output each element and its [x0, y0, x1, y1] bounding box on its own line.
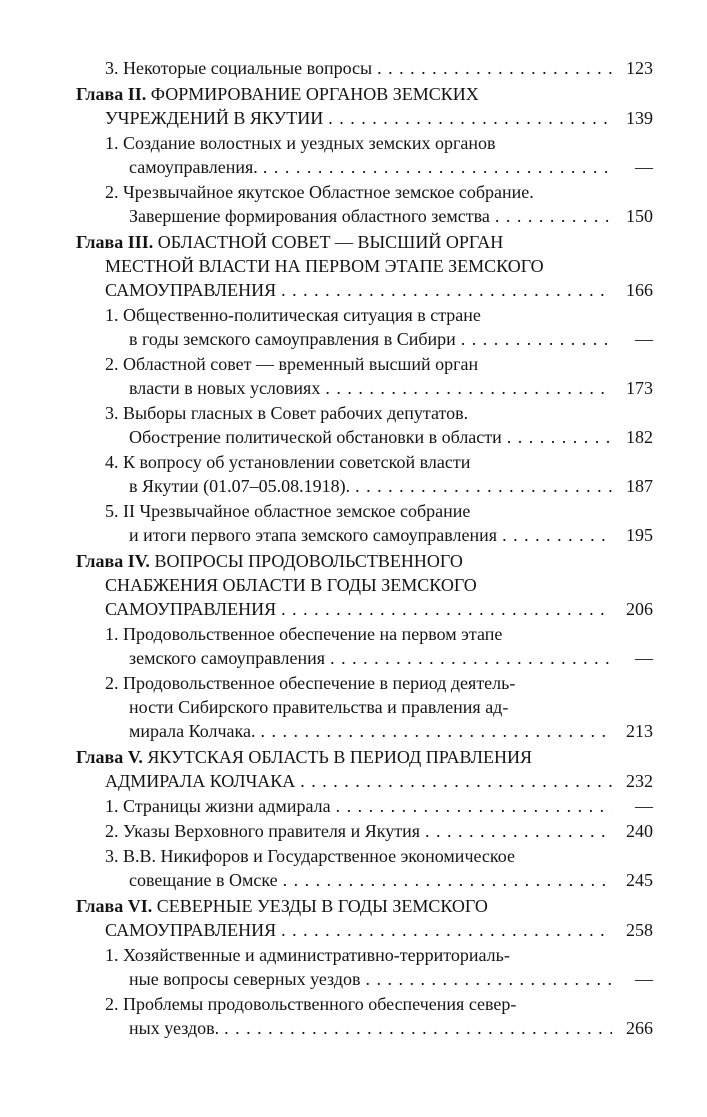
toc-line: [76, 523, 653, 547]
toc-line: [76, 303, 653, 327]
entry-text: 2. Областной совет — временный высший орган: [105, 354, 479, 374]
toc-line: [76, 992, 653, 1016]
toc-line: [76, 106, 653, 130]
dot-leader: [263, 155, 612, 179]
entry-text: в годы земского самоуправления в Сибири: [129, 329, 456, 349]
entry-text: САМОУПРАВЛЕНИЯ: [105, 599, 277, 619]
entry-text: 2. Указы Верховного правителя и Якутия: [105, 821, 420, 841]
entry-text: СНАБЖЕНИЯ ОБЛАСТИ В ГОДЫ ЗЕМСКОГО: [105, 575, 477, 595]
entry-text: 2. Продовольственное обеспечение в период деятель-: [105, 673, 516, 693]
page-number: 245: [626, 870, 653, 890]
entry-text: 1. Страницы жизни адмирала: [105, 796, 331, 816]
dot-leader: [300, 769, 612, 793]
entry-text: САМОУПРАВЛЕНИЯ: [105, 920, 277, 940]
toc-entry: [76, 56, 653, 80]
toc-entry: [76, 549, 653, 621]
page-number: —: [635, 969, 653, 989]
page-number: 266: [626, 1018, 653, 1038]
chapter-prefix: Глава III.: [76, 232, 158, 252]
page-number: 150: [626, 206, 653, 226]
toc-line: [76, 327, 653, 351]
chapter-prefix: Глава IV.: [76, 551, 155, 571]
toc-line: [76, 794, 653, 818]
entry-text: самоуправления.: [129, 157, 258, 177]
dot-leader: [330, 646, 612, 670]
page-number: —: [635, 157, 653, 177]
entry-text: ВОПРОСЫ ПРОДОВОЛЬСТВЕННОГО: [154, 551, 463, 571]
entry-text: МЕСТНОЙ ВЛАСТИ НА ПЕРВОМ ЭТАПЕ ЗЕМСКОГО: [105, 256, 544, 276]
toc-entry: [76, 499, 653, 547]
page-number: 187: [626, 476, 653, 496]
toc-line: [76, 943, 653, 967]
dot-leader: [281, 918, 612, 942]
entry-text: Обострение политической обстановки в области: [129, 427, 502, 447]
dot-leader: [336, 794, 612, 818]
entry-text: 1. Создание волостных и уездных земских органов: [105, 133, 496, 153]
toc-entry: [76, 794, 653, 818]
entry-text: СЕВЕРНЫЕ УЕЗДЫ В ГОДЫ ЗЕМСКОГО: [156, 896, 488, 916]
entry-text: ОБЛАСТНОЙ СОВЕТ — ВЫСШИЙ ОРГАН: [157, 232, 504, 252]
page-number: 166: [626, 280, 653, 300]
entry-text: ФОРМИРОВАНИЕ ОРГАНОВ ЗЕМСКИХ: [150, 84, 479, 104]
toc-line: [76, 230, 653, 254]
toc-line: [76, 844, 653, 868]
toc-line: [76, 918, 653, 942]
toc-line: [76, 597, 653, 621]
toc-entry: [76, 303, 653, 351]
dot-leader: [325, 376, 612, 400]
dot-leader: [328, 106, 612, 130]
page-number: 213: [626, 721, 653, 741]
toc-entry: [76, 894, 653, 942]
entry-text: ности Сибирского правительства и правления ад-: [129, 697, 509, 717]
toc-line: [76, 180, 653, 204]
toc-line: [76, 868, 653, 892]
entry-text: САМОУПРАВЛЕНИЯ: [105, 280, 277, 300]
toc-line: [76, 131, 653, 155]
page-number: 195: [626, 525, 653, 545]
toc-line: [76, 894, 653, 918]
entry-text: власти в новых условиях: [129, 378, 321, 398]
dot-leader: [495, 204, 612, 228]
page-number: 232: [626, 771, 653, 791]
toc: [76, 56, 653, 1040]
entry-text: 1. Хозяйственные и административно-территориаль-: [105, 945, 510, 965]
entry-text: в Якутии (01.07–05.08.1918).: [129, 476, 351, 496]
entry-text: ных уездов.: [129, 1018, 220, 1038]
entry-text: 3. Некоторые социальные вопросы: [105, 58, 373, 78]
toc-line: [76, 967, 653, 991]
toc-line: [76, 499, 653, 523]
entry-text: АДМИРАЛА КОЛЧАКА: [105, 771, 296, 791]
toc-entry: [76, 992, 653, 1040]
toc-line: [76, 1016, 653, 1040]
toc-line: [76, 450, 653, 474]
page-number: —: [635, 329, 653, 349]
page-number: 258: [626, 920, 653, 940]
dot-leader: [461, 327, 612, 351]
toc-line: [76, 204, 653, 228]
entry-text: ЯКУТСКАЯ ОБЛАСТЬ В ПЕРИОД ПРАВЛЕНИЯ: [147, 747, 532, 767]
toc-line: [76, 376, 653, 400]
page-number: 206: [626, 599, 653, 619]
dot-leader: [507, 425, 612, 449]
toc-entry: [76, 844, 653, 892]
entry-text: 3. Выборы гласных в Совет рабочих депутатов.: [105, 403, 469, 423]
toc-line: [76, 573, 653, 597]
dot-leader: [502, 523, 612, 547]
entry-text: 4. К вопросу об установлении советской власти: [105, 452, 471, 472]
toc-entry: [76, 180, 653, 228]
page-number: 240: [626, 821, 653, 841]
toc-line: [76, 719, 653, 743]
dot-leader: [425, 819, 612, 843]
dot-leader: [261, 719, 612, 743]
toc-line: [76, 401, 653, 425]
page-number: 139: [626, 108, 653, 128]
toc-entry: [76, 230, 653, 302]
entry-text: совещание в Омске: [129, 870, 278, 890]
page-number: 173: [626, 378, 653, 398]
chapter-prefix: Глава II.: [76, 84, 151, 104]
toc-line: [76, 56, 653, 80]
entry-text: земского самоуправления: [129, 648, 326, 668]
toc-line: [76, 745, 653, 769]
toc-entry: [76, 131, 653, 179]
toc-line: [76, 819, 653, 843]
toc-entry: [76, 745, 653, 793]
toc-line: [76, 425, 653, 449]
toc-entry: [76, 401, 653, 449]
dot-leader: [365, 967, 612, 991]
dot-leader: [355, 474, 612, 498]
toc-line: [76, 695, 653, 719]
page-number: —: [635, 648, 653, 668]
chapter-prefix: Глава V.: [76, 747, 148, 767]
chapter-prefix: Глава VI.: [76, 896, 157, 916]
toc-entry: [76, 82, 653, 130]
dot-leader: [281, 597, 612, 621]
entry-text: УЧРЕЖДЕНИЙ В ЯКУТИИ: [105, 108, 324, 128]
page-number: 182: [626, 427, 653, 447]
entry-text: Завершение формирования областного земства: [129, 206, 490, 226]
entry-text: 3. В.В. Никифоров и Государственное экономическое: [105, 846, 515, 866]
dot-leader: [283, 868, 612, 892]
toc-entry: [76, 450, 653, 498]
toc-entry: [76, 352, 653, 400]
toc-line: [76, 352, 653, 376]
entry-text: мирала Колчака.: [129, 721, 256, 741]
toc-line: [76, 646, 653, 670]
toc-line: [76, 671, 653, 695]
entry-text: 2. Проблемы продовольственного обеспечения север-: [105, 994, 517, 1014]
entry-text: 2. Чрезвычайное якутское Областное земское собрание.: [105, 182, 534, 202]
dot-leader: [281, 278, 612, 302]
entry-text: 5. II Чрезвычайное областное земское собрание: [105, 501, 471, 521]
toc-line: [76, 155, 653, 179]
page-number: —: [635, 796, 653, 816]
toc-line: [76, 549, 653, 573]
entry-text: 1. Продовольственное обеспечение на первом этапе: [105, 624, 503, 644]
dot-leader: [224, 1016, 612, 1040]
entry-text: ные вопросы северных уездов: [129, 969, 361, 989]
page-number: 123: [626, 58, 653, 78]
toc-entry: [76, 943, 653, 991]
entry-text: 1. Общественно-политическая ситуация в стране: [105, 305, 481, 325]
entry-text: и итоги первого этапа земского самоуправления: [129, 525, 498, 545]
toc-line: [76, 474, 653, 498]
toc-entry: [76, 819, 653, 843]
toc-line: [76, 769, 653, 793]
toc-line: [76, 254, 653, 278]
toc-entry: [76, 671, 653, 743]
toc-line: [76, 622, 653, 646]
toc-entry: [76, 622, 653, 670]
toc-line: [76, 82, 653, 106]
dot-leader: [377, 56, 612, 80]
toc-line: [76, 278, 653, 302]
